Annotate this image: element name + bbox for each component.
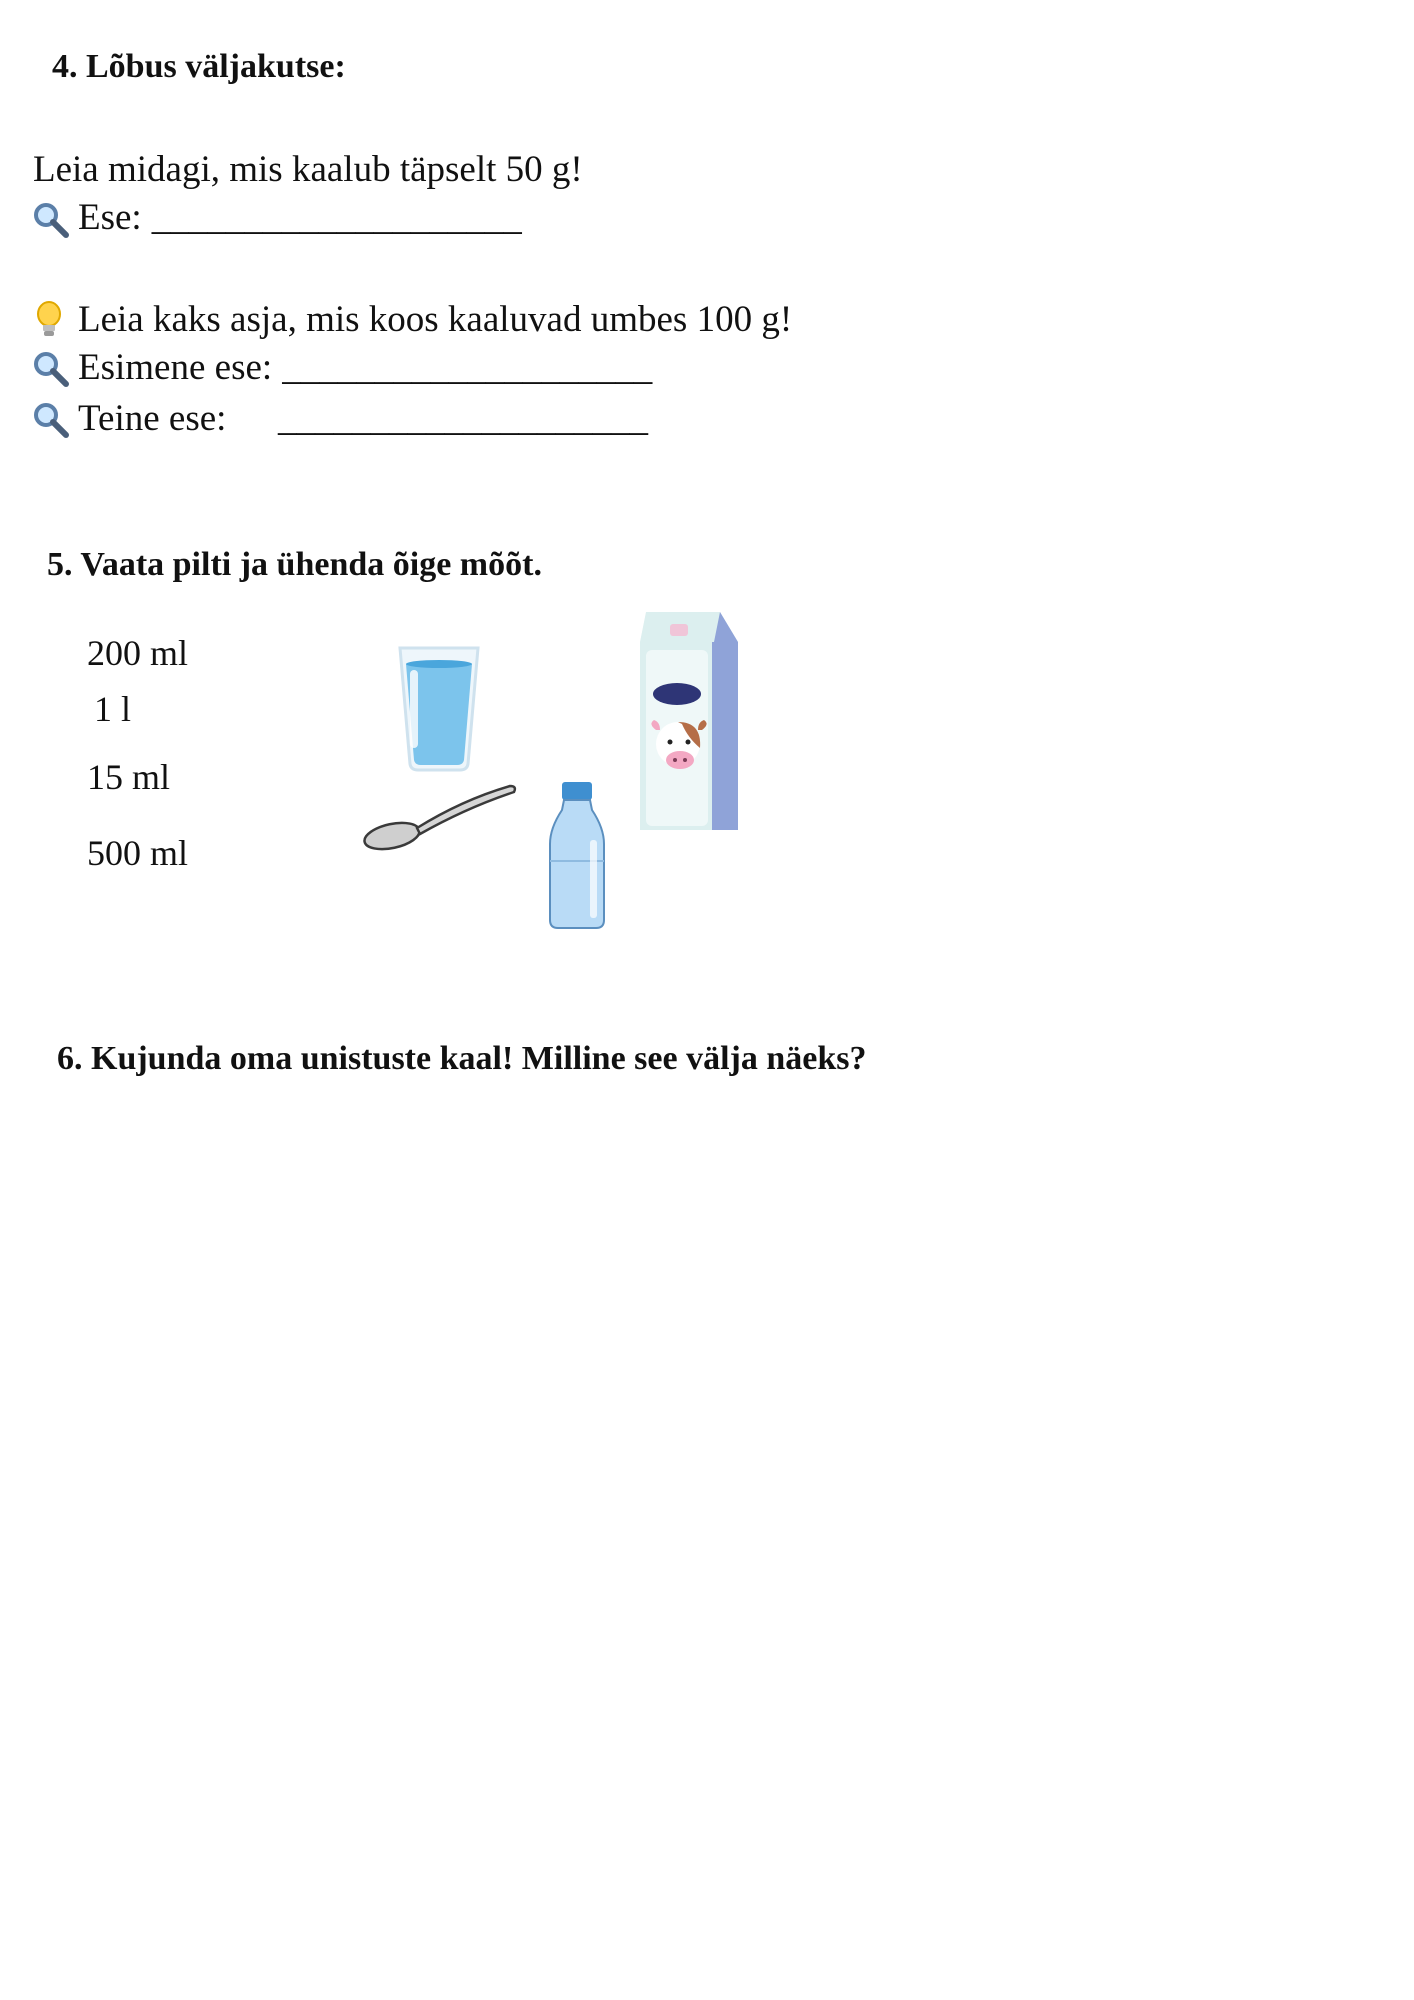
field1-row bbox=[78, 196, 522, 239]
field2-row bbox=[78, 346, 652, 389]
field2-label: Esimene ese: bbox=[78, 347, 273, 388]
measure-option[interactable]: 15 ml bbox=[87, 757, 171, 797]
magnifier-icon bbox=[32, 350, 70, 388]
task2-text: Leia kaks asja, mis koos kaaluvad umbes 100 g! bbox=[78, 299, 793, 340]
spoon-picture[interactable] bbox=[362, 778, 518, 854]
water-bottle-picture[interactable] bbox=[546, 780, 608, 930]
water-glass-picture[interactable] bbox=[396, 640, 482, 772]
lightbulb-icon bbox=[34, 300, 64, 340]
task1-text: Leia midagi, mis kaalub täpselt 50 g! bbox=[33, 149, 583, 190]
measure-option[interactable]: 1 l bbox=[94, 689, 132, 729]
section5-heading: 5. Vaata pilti ja ühenda õige mõõt. bbox=[47, 546, 542, 583]
field3-label: Teine ese: bbox=[78, 398, 227, 439]
field1-label: Ese: bbox=[78, 197, 142, 238]
section4-heading: 4. Lõbus väljakutse: bbox=[52, 48, 346, 85]
magnifier-icon bbox=[32, 401, 70, 439]
magnifier-icon bbox=[32, 201, 70, 239]
milk-carton-picture[interactable] bbox=[636, 610, 740, 832]
measure-option[interactable]: 500 ml bbox=[87, 833, 189, 873]
field3-blank[interactable]: ____________________ bbox=[278, 398, 648, 439]
field2-blank[interactable]: ____________________ bbox=[282, 347, 653, 388]
field1-blank[interactable]: ____________________ bbox=[151, 197, 522, 238]
measure-option[interactable]: 200 ml bbox=[87, 633, 189, 673]
section6-heading: 6. Kujunda oma unistuste kaal! Milline see välja näeks? bbox=[57, 1040, 867, 1077]
